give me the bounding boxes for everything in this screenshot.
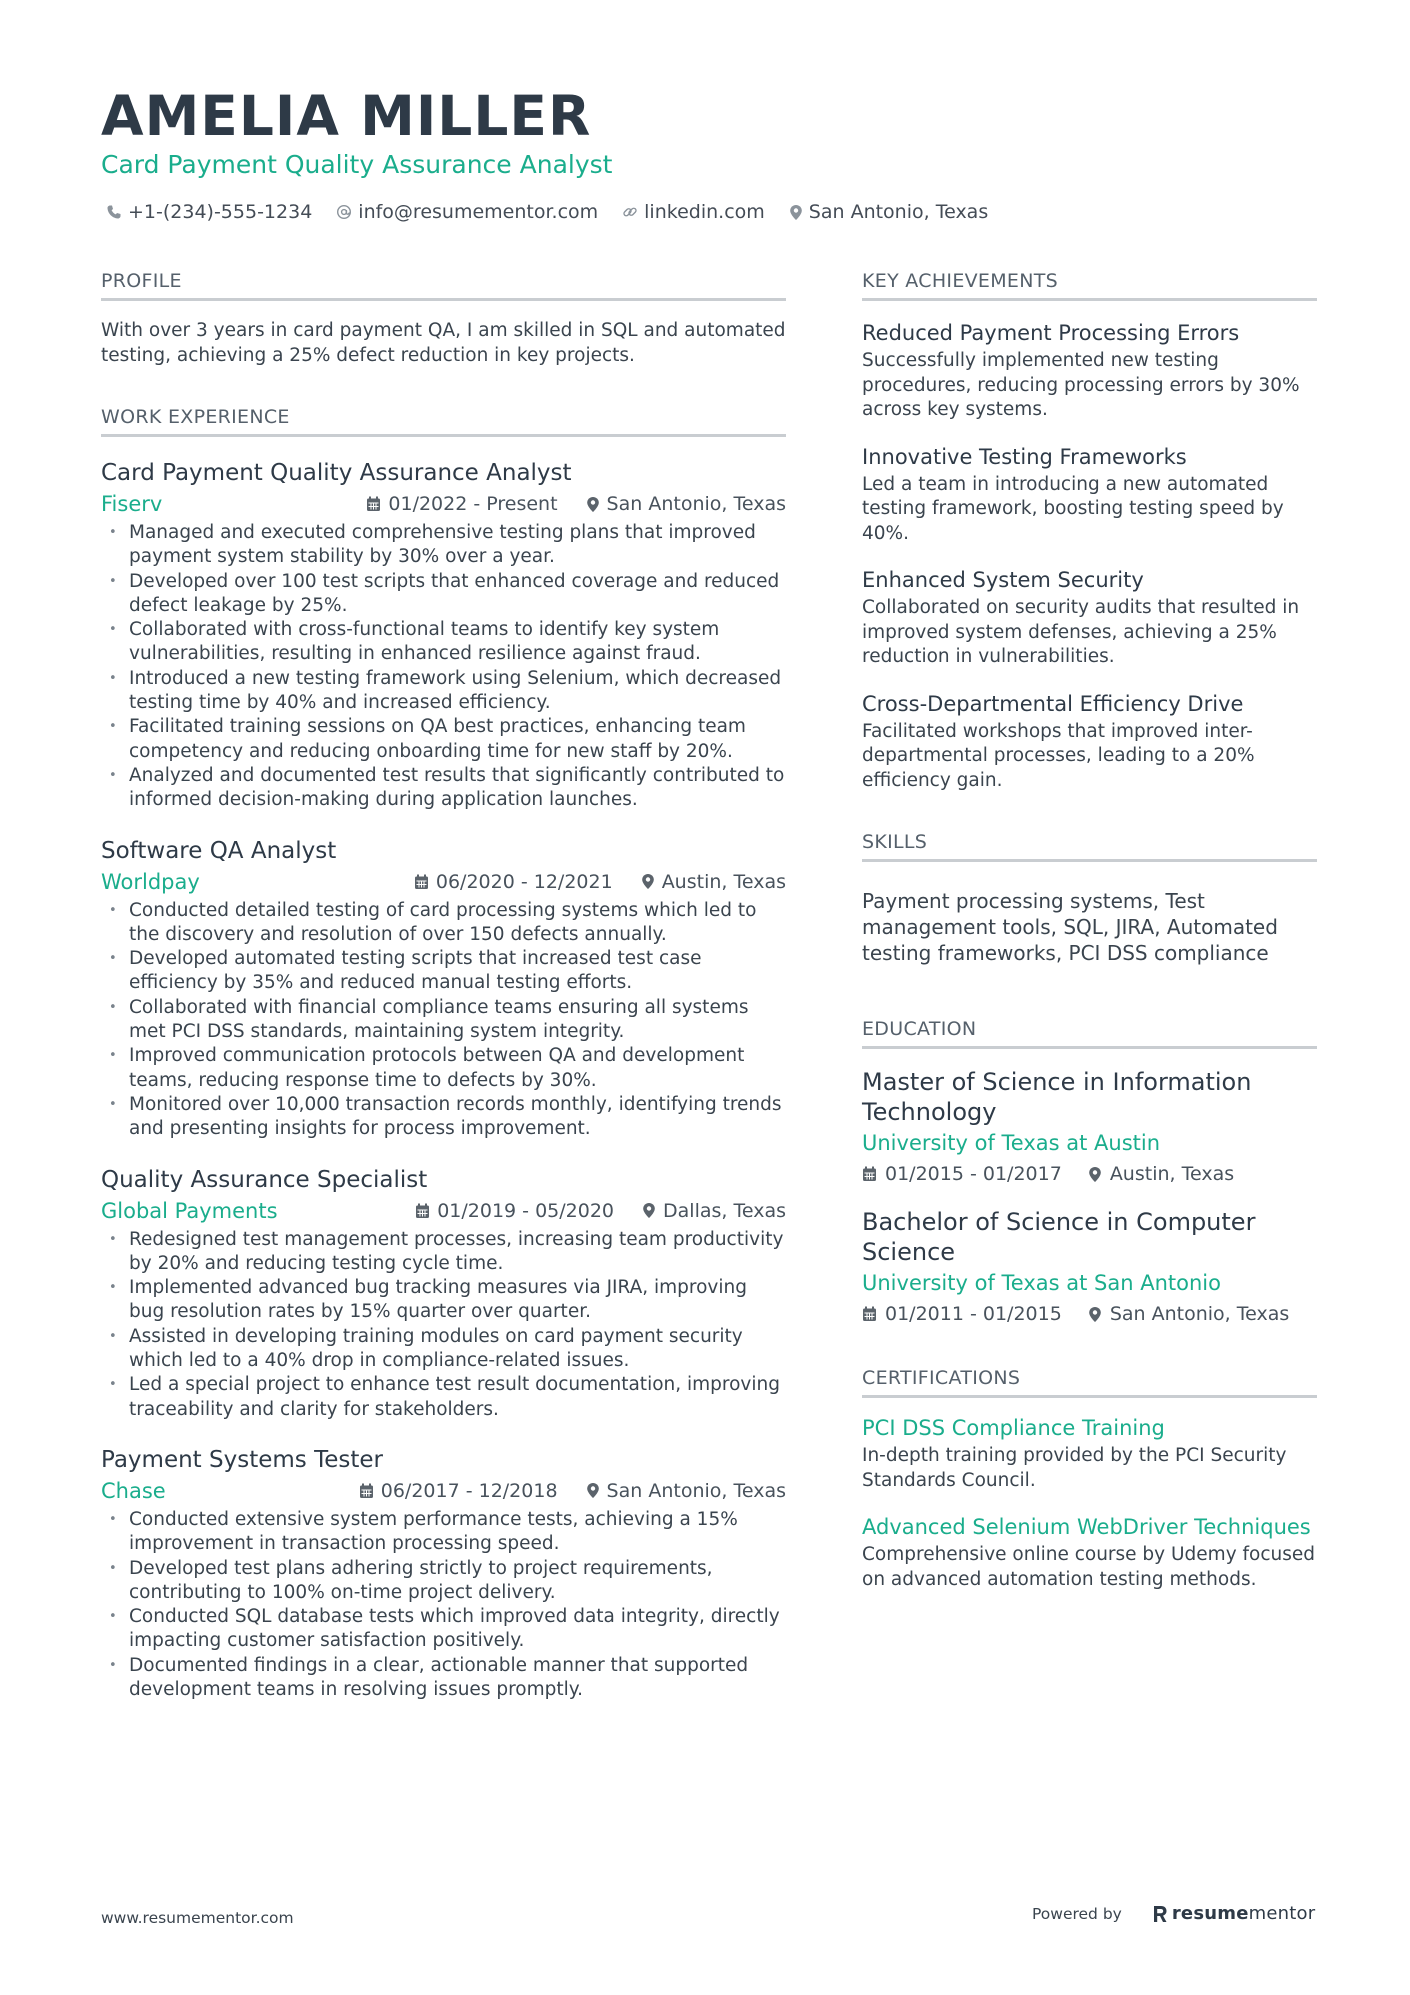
education-item [862,1207,1317,1329]
right-column [862,268,1317,1592]
contact-row [106,198,1012,226]
location-pin-icon [1088,1306,1102,1323]
at-icon [336,204,352,220]
dates-text: 01/2022 - Present [388,493,558,515]
education-dates [862,1299,1062,1329]
job-meta-row [101,1196,786,1226]
education-item [862,1067,1317,1189]
bullet-item: • Developed over 100 test scripts that enhanced coverage and reduced defect leakage by 25%. [101,570,786,619]
brand-light: mentor [1248,1903,1316,1924]
bullet-item: • Collaborated with financial compliance teams ensuring all systems met PCI DSS standards, maintaining system integrity. [101,996,786,1045]
certification-text: In-depth training provided by the PCI Security Standards Council. [862,1445,1287,1491]
bullet-item: • Monitored over 10,000 transaction records monthly, identifying trends and presenting insights for process improvement. [101,1093,786,1142]
candidate-name: AMELIA MILLER [101,84,592,148]
contact-location [789,198,988,226]
location-text: Dallas, Texas [663,1199,786,1222]
location-text: San Antonio, Texas [606,1479,786,1502]
location-text: San Antonio, Texas [1109,1303,1290,1325]
company-name: Chase [101,1478,166,1503]
job-title: Software QA Analyst [101,837,337,864]
job-location [586,489,786,519]
bullet-item: • Documented findings in a clear, actionable manner that supported development teams in resolving issues promptly. [101,1654,786,1703]
achievement-text: Successfully implemented new testing procedures, reducing processing errors by 30% across key systems. [862,350,1300,420]
education-meta [862,1299,1317,1329]
achievement-item [862,441,1317,547]
location-pin-icon [641,873,655,890]
bullet-item: • Implemented advanced bug tracking measures via JIRA, improving bug resolution rates by 15% quarter over quarter. [101,1276,786,1325]
job-bullets [101,1508,786,1702]
certification-item [862,1511,1317,1592]
calendar-icon [415,1203,430,1219]
degree-title: Bachelor of Science in Computer Science [862,1208,1256,1266]
location-pin-icon [789,204,803,221]
job-meta-row [101,867,786,897]
school-name: University of Texas at San Antonio [862,1271,1221,1295]
achievement-item [862,317,1317,423]
powered-by-text: Powered by [1032,1904,1122,1923]
calendar-icon [366,496,381,512]
job-meta-row [101,489,786,519]
work-experience-heading: WORK EXPERIENCE [101,404,786,437]
calendar-icon [414,874,429,890]
skills-heading: SKILLS [862,829,1317,862]
achievement-item [862,688,1317,794]
job-entry [101,457,786,813]
location-pin-icon [586,1482,600,1499]
location-pin-icon [1088,1166,1102,1183]
brand-bold: resume [1171,1903,1249,1924]
achievement-text: Collaborated on security audits that resulted in improved system defenses, achieving a 25% reduction in vulnerabilities. [862,597,1300,667]
degree-title: Master of Science in Information Technology [862,1068,1252,1126]
job-bullets [101,899,786,1142]
bullet-item: • Redesigned test management processes, increasing team productivity by 20% and reducing testing cycle time. [101,1228,786,1277]
dates-text: 01/2019 - 05/2020 [437,1199,615,1222]
email-text: info@resumementor.com [358,201,599,223]
bullet-item: • Conducted SQL database tests which improved data integrity, directly impacting customer satisfaction positively. [101,1605,786,1654]
link-icon [622,204,638,220]
bullet-item: • Led a special project to enhance test result documentation, improving traceability and clarity for stakeholders. [101,1373,786,1422]
phone-text: +1-(234)-555-1234 [128,201,313,223]
education-dates [862,1159,1062,1189]
bullet-item: • Improved communication protocols between QA and development teams, reducing response time to defects by 30%. [101,1044,786,1093]
job-meta [338,489,786,519]
job-bullets [101,521,786,813]
linkedin-text: linkedin.com [644,201,765,223]
company-name: Fiserv [101,492,163,516]
location-pin-icon [642,1202,656,1219]
location-text: Austin, Texas [661,870,786,893]
achievement-title: Cross-Departmental Efficiency Drive [862,691,1244,716]
phone-icon [106,204,122,220]
location-text: San Antonio, Texas [606,493,786,515]
certification-text: Comprehensive online course by Udemy focused on advanced automation testing methods. [862,1544,1316,1590]
contact-linkedin[interactable] [622,198,765,226]
job-entry [101,1444,786,1702]
job-meta [387,1196,786,1226]
achievement-text: Facilitated workshops that improved inter-departmental processes, leading to a 20% efficiency gain. [862,720,1255,791]
footer-website[interactable]: www.resumementor.com [101,1909,294,1927]
location-text: San Antonio, Texas [808,201,989,223]
job-dates [359,1476,558,1506]
bullet-item: • Developed automated testing scripts that increased test case efficiency by 35% and reduced manual testing efforts. [101,947,786,996]
school-name: University of Texas at Austin [862,1131,1161,1155]
job-dates [366,489,557,519]
job-entry [101,1164,786,1422]
achievement-title: Enhanced System Security [862,568,1144,592]
company-name: Global Payments [101,1198,278,1223]
job-bullets [101,1228,786,1422]
job-location [586,1476,786,1506]
resumementor-logo-icon [1152,1904,1168,1924]
job-meta-row [101,1476,786,1506]
bullet-item: • Developed test plans adhering strictly to project requirements, contributing to 100% on-time project delivery. [101,1557,786,1606]
education-meta [862,1159,1317,1189]
key-achievements-heading: KEY ACHIEVEMENTS [862,268,1317,301]
footer-powered [1032,1903,1315,1924]
job-dates [415,1196,614,1226]
job-title: Card Payment Quality Assurance Analyst [101,460,572,486]
job-meta [386,867,786,897]
bullet-item: • Conducted detailed testing of card processing systems which led to the discovery and resolution of over 150 defects annually. [101,899,786,948]
job-location [641,867,786,897]
certifications-heading: CERTIFICATIONS [862,1365,1317,1398]
bullet-item: • Facilitated training sessions on QA best practices, enhancing team competency and reducing onboarding time for new staff by 20%. [101,715,786,764]
achievement-text: Led a team in introducing a new automated testing framework, boosting testing speed by 40%. [862,473,1284,544]
job-entry [101,835,786,1142]
education-location [1088,1299,1289,1329]
dates-text: 06/2017 - 12/2018 [380,1479,558,1502]
location-pin-icon [586,496,600,513]
bullet-item: • Collaborated with cross-functional teams to identify key system vulnerabilities, resulting in enhanced resilience against fraud. [101,618,786,667]
dates-text: 01/2015 - 01/2017 [885,1163,1062,1185]
calendar-icon [862,1166,877,1182]
education-heading: EDUCATION [862,1016,1317,1049]
dates-text: 06/2020 - 12/2021 [435,870,613,893]
calendar-icon [359,1483,374,1499]
job-title: Payment Systems Tester [101,1446,383,1473]
company-name: Worldpay [101,869,200,894]
achievement-title: Innovative Testing Frameworks [862,444,1187,469]
education-location [1088,1159,1234,1189]
job-meta [331,1476,786,1506]
bullet-item: • Analyzed and documented test results that significantly contributed to informed decision-making during application launches. [101,764,786,813]
bullet-item: • Managed and executed comprehensive testing plans that improved payment system stability by 30% over a year. [101,521,786,570]
profile-text: With over 3 years in card payment QA, I am skilled in SQL and automated testing, achieving a 25% defect reduction in key projects. [101,320,786,366]
job-dates [414,867,613,897]
achievement-item [862,564,1317,670]
certification-item [862,1412,1317,1493]
contact-email[interactable] [336,198,598,226]
profile-heading: PROFILE [101,268,786,301]
skills-text: Payment processing systems, Test management tools, SQL, JIRA, Automated testing frameworks, PCI DSS compliance [862,889,1278,965]
certification-title: PCI DSS Compliance Training [862,1416,1165,1440]
calendar-icon [862,1306,877,1322]
left-column [101,268,786,1702]
achievement-title: Reduced Payment Processing Errors [862,321,1240,345]
contact-phone [106,198,312,226]
brand-logo[interactable] [1152,1903,1315,1924]
bullet-item: • Conducted extensive system performance tests, achieving a 15% improvement in transaction processing speed. [101,1508,786,1557]
location-text: Austin, Texas [1109,1163,1235,1185]
job-title: Quality Assurance Specialist [101,1166,428,1193]
bullet-item: • Assisted in developing training modules on card payment security which led to a 40% drop in compliance-related issues. [101,1325,786,1374]
bullet-item: • Introduced a new testing framework using Selenium, which decreased testing time by 40% and increased efficiency. [101,667,786,716]
job-location [642,1196,786,1226]
candidate-title: Card Payment Quality Assurance Analyst [101,150,613,179]
dates-text: 01/2011 - 01/2015 [885,1303,1062,1325]
certification-title: Advanced Selenium WebDriver Techniques [862,1515,1311,1539]
